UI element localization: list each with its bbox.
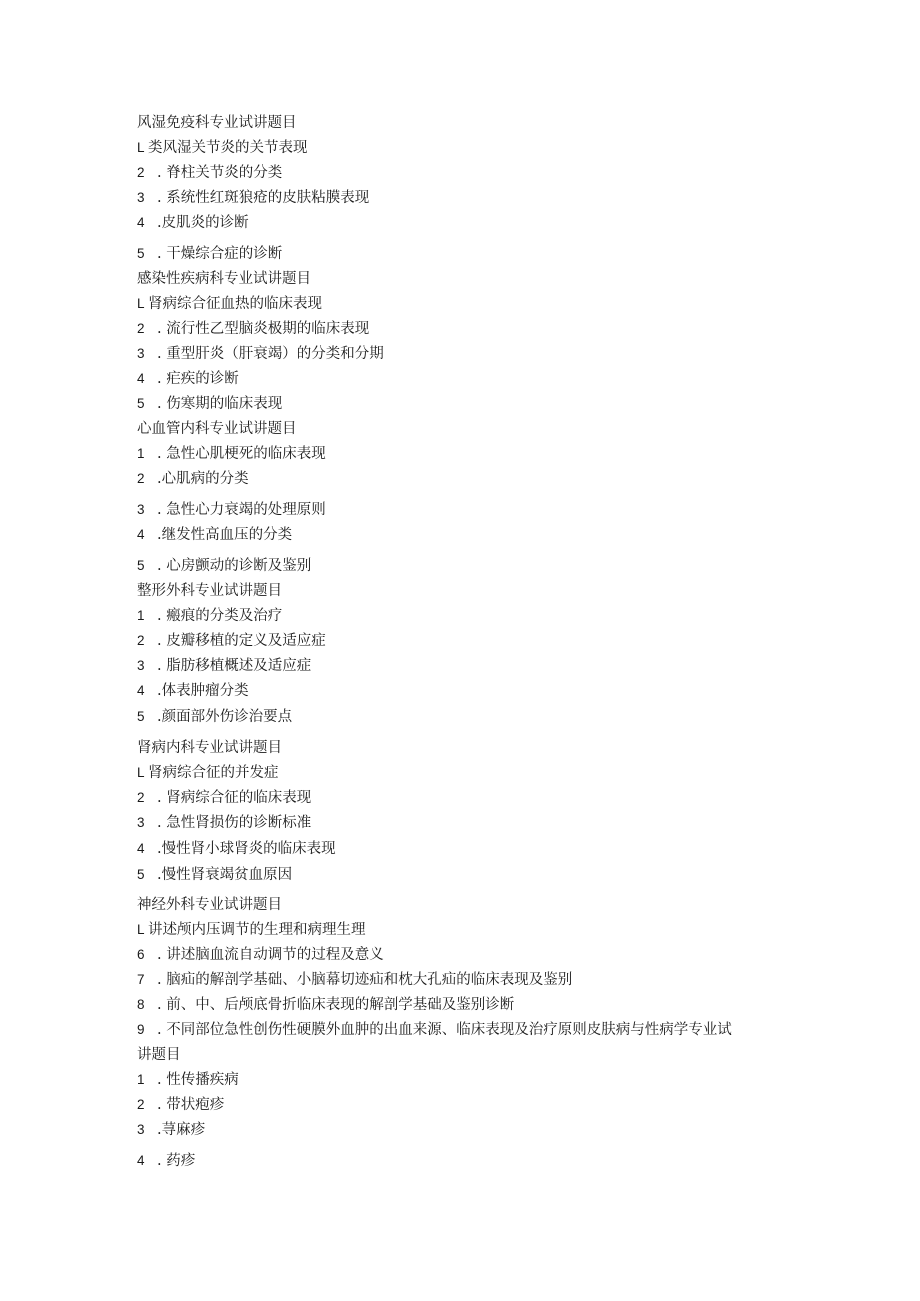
list-item: [137, 320, 369, 338]
item-number: L: [137, 140, 145, 155]
item-text: . 重型肝炎（肝衰竭）的分类和分期: [157, 346, 384, 362]
item-number: 5: [137, 867, 145, 882]
item-number: 2: [137, 633, 145, 648]
list-item: [137, 345, 384, 363]
list-item: [137, 1071, 239, 1089]
list-item: [137, 470, 249, 488]
list-item: [137, 1152, 195, 1170]
list-item: [137, 245, 282, 263]
section-title: 整形外科专业试讲题目: [137, 583, 282, 599]
item-text: 肾病综合征的并发症: [148, 765, 279, 781]
item-number: 5: [137, 396, 145, 411]
item-number: 2: [137, 471, 145, 486]
item-text: . 讲述脑血流自动调节的过程及意义: [157, 947, 384, 963]
list-item: [137, 189, 369, 207]
item-number: L: [137, 922, 145, 937]
list-item: [137, 971, 572, 989]
item-text: . 皮瓣移植的定义及适应症: [157, 633, 326, 649]
item-number: 2: [137, 321, 145, 336]
item-text: . 急性心力衰竭的处理原则: [157, 502, 326, 518]
item-text: .体表肿瘤分类: [157, 683, 249, 699]
list-item: [137, 370, 239, 388]
list-item: [137, 632, 326, 650]
item-text: . 急性肾损伤的诊断标准: [157, 815, 312, 831]
item-text: . 带状疱疹: [157, 1097, 225, 1113]
item-number: 3: [137, 190, 145, 205]
item-text: . 系统性红斑狼疮的皮肤粘膜表现: [157, 190, 370, 206]
item-text: . 干燥综合症的诊断: [157, 246, 283, 262]
item-number: 8: [137, 997, 145, 1012]
item-text: .颜面部外伤诊治要点: [157, 709, 293, 725]
item-text: . 脑疝的解剖学基础、小脑幕切迹疝和枕大孔疝的临床表现及鉴别: [157, 972, 573, 988]
item-number: 2: [137, 790, 145, 805]
list-item: [137, 164, 282, 182]
section-title: 讲题目: [137, 1047, 181, 1063]
item-number: 4: [137, 841, 145, 856]
item-number: 2: [137, 165, 145, 180]
item-text: .慢性肾小球肾炎的临床表现: [157, 841, 336, 857]
item-number: 4: [137, 215, 145, 230]
item-text: . 瘢痕的分类及治疗: [157, 608, 283, 624]
list-item: [137, 1021, 732, 1039]
item-number: 4: [137, 527, 145, 542]
item-number: 3: [137, 502, 145, 517]
item-text: .慢性肾衰竭贫血原因: [157, 867, 293, 883]
list-item: [137, 1096, 224, 1114]
item-text: . 疟疾的诊断: [157, 371, 239, 387]
list-item: [137, 214, 249, 232]
item-text: . 肾病综合征的临床表现: [157, 790, 312, 806]
list-item: [137, 946, 384, 964]
item-text: . 药疹: [157, 1153, 196, 1169]
item-number: 9: [137, 1022, 145, 1037]
item-number: 4: [137, 371, 145, 386]
item-number: 5: [137, 709, 145, 724]
list-item: [137, 657, 311, 675]
item-text: . 脂肪移植概述及适应症: [157, 658, 312, 674]
item-number: 6: [137, 947, 145, 962]
list-item: [137, 814, 311, 832]
item-text: .荨麻疹: [157, 1122, 206, 1138]
item-text: .继发性高血压的分类: [157, 527, 293, 543]
list-item: [137, 840, 336, 858]
list-item: [137, 526, 292, 544]
item-number: 5: [137, 558, 145, 573]
item-number: 7: [137, 972, 145, 987]
item-number: 2: [137, 1097, 145, 1112]
item-text: .皮肌炎的诊断: [157, 215, 249, 231]
section-title: 肾病内科专业试讲题目: [137, 740, 282, 756]
item-text: . 伤寒期的临床表现: [157, 396, 283, 412]
section-title: 感染性疾病科专业试讲题目: [137, 271, 311, 287]
list-item: [137, 921, 366, 939]
item-number: L: [137, 765, 145, 780]
item-number: 4: [137, 683, 145, 698]
item-number: 1: [137, 608, 145, 623]
item-text: . 急性心肌梗死的临床表现: [157, 446, 326, 462]
list-item: [137, 395, 282, 413]
list-item: [137, 607, 282, 625]
item-text: . 前、中、后颅底骨折临床表现的解剖学基础及鉴别诊断: [157, 997, 515, 1013]
list-item: [137, 682, 249, 700]
list-item: [137, 295, 322, 313]
item-text: .心肌病的分类: [157, 471, 249, 487]
item-text: . 性传播疾病: [157, 1072, 239, 1088]
item-number: 1: [137, 446, 145, 461]
list-item: [137, 866, 292, 884]
list-item: [137, 557, 311, 575]
list-item: [137, 139, 308, 157]
list-item: [137, 708, 292, 726]
list-item: [137, 445, 326, 463]
list-item: [137, 1121, 205, 1139]
list-item: [137, 996, 514, 1014]
section-title: 心血管内科专业试讲题目: [137, 421, 297, 437]
list-item: [137, 501, 326, 519]
item-number: 3: [137, 1122, 145, 1137]
item-text: 讲述颅内压调节的生理和病理生理: [148, 922, 366, 938]
list-item: [137, 764, 279, 782]
item-text: . 流行性乙型脑炎极期的临床表现: [157, 321, 370, 337]
item-text: . 不同部位急性创伤性硬膜外血肿的出血来源、临床表现及治疗原则皮肤病与性病学专业试: [157, 1022, 732, 1038]
item-number: 3: [137, 658, 145, 673]
item-text: . 脊柱关节炎的分类: [157, 165, 283, 181]
item-text: 肾病综合征血热的临床表现: [148, 296, 322, 312]
list-item: [137, 789, 311, 807]
item-text: . 心房颤动的诊断及鉴别: [157, 558, 312, 574]
item-number: L: [137, 296, 145, 311]
section-title: 风湿免疫科专业试讲题目: [137, 115, 297, 131]
item-number: 1: [137, 1072, 145, 1087]
item-number: 5: [137, 246, 145, 261]
section-title: 神经外科专业试讲题目: [137, 897, 282, 913]
item-number: 4: [137, 1153, 145, 1168]
item-text: 类风湿关节炎的关节表现: [148, 140, 308, 156]
item-number: 3: [137, 346, 145, 361]
item-number: 3: [137, 815, 145, 830]
